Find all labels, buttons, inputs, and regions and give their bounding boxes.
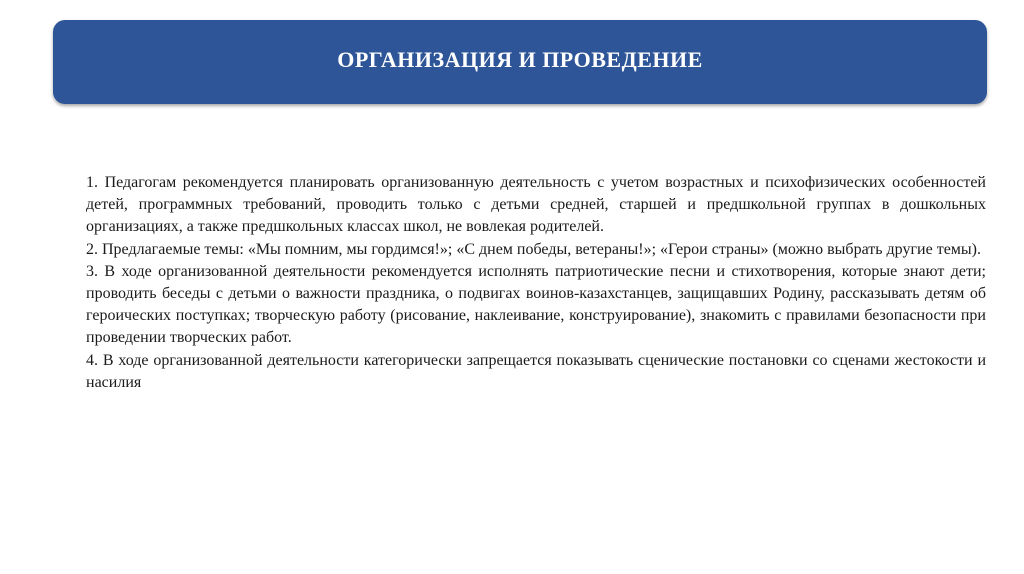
- paragraph-2: 2. Предлагаемые темы: «Мы помним, мы гордимся!»; «С днем победы, ветераны!»; «Герои страны» (можно выбрать другие темы).: [86, 240, 981, 258]
- paragraph-1: 1. Педагогам рекомендуется планировать организованную деятельность с учетом возрастных и психофизических особенностей детей, программных требований, проводить только с детьми средней, старшей и предшкольной группах в дошкольных организациях, а также предшкольных классах школ, не вовлекая родителей.: [86, 174, 986, 236]
- paragraph-3: 3. В ходе организованной деятельности рекомендуется исполнять патриотические песни и стихотворения, которые знают дети; проводить беседы с детьми о важности праздника, о подвигах воинов-казахстанцев, защищавших Родину, рассказывать детям об героических поступках; творческую работу (рисование, наклеивание, конструирование), знакомить с правилами безопасности при проведении творческих работ.: [86, 262, 986, 347]
- slide-title: ОРГАНИЗАЦИЯ И ПРОВЕДЕНИЕ: [337, 47, 703, 72]
- slide-body: [86, 172, 986, 394]
- paragraph-4: 4. В ходе организованной деятельности категорически запрещается показывать сценические постановки со сценами жестокости и насилия: [86, 351, 986, 391]
- title-banner: [53, 20, 987, 104]
